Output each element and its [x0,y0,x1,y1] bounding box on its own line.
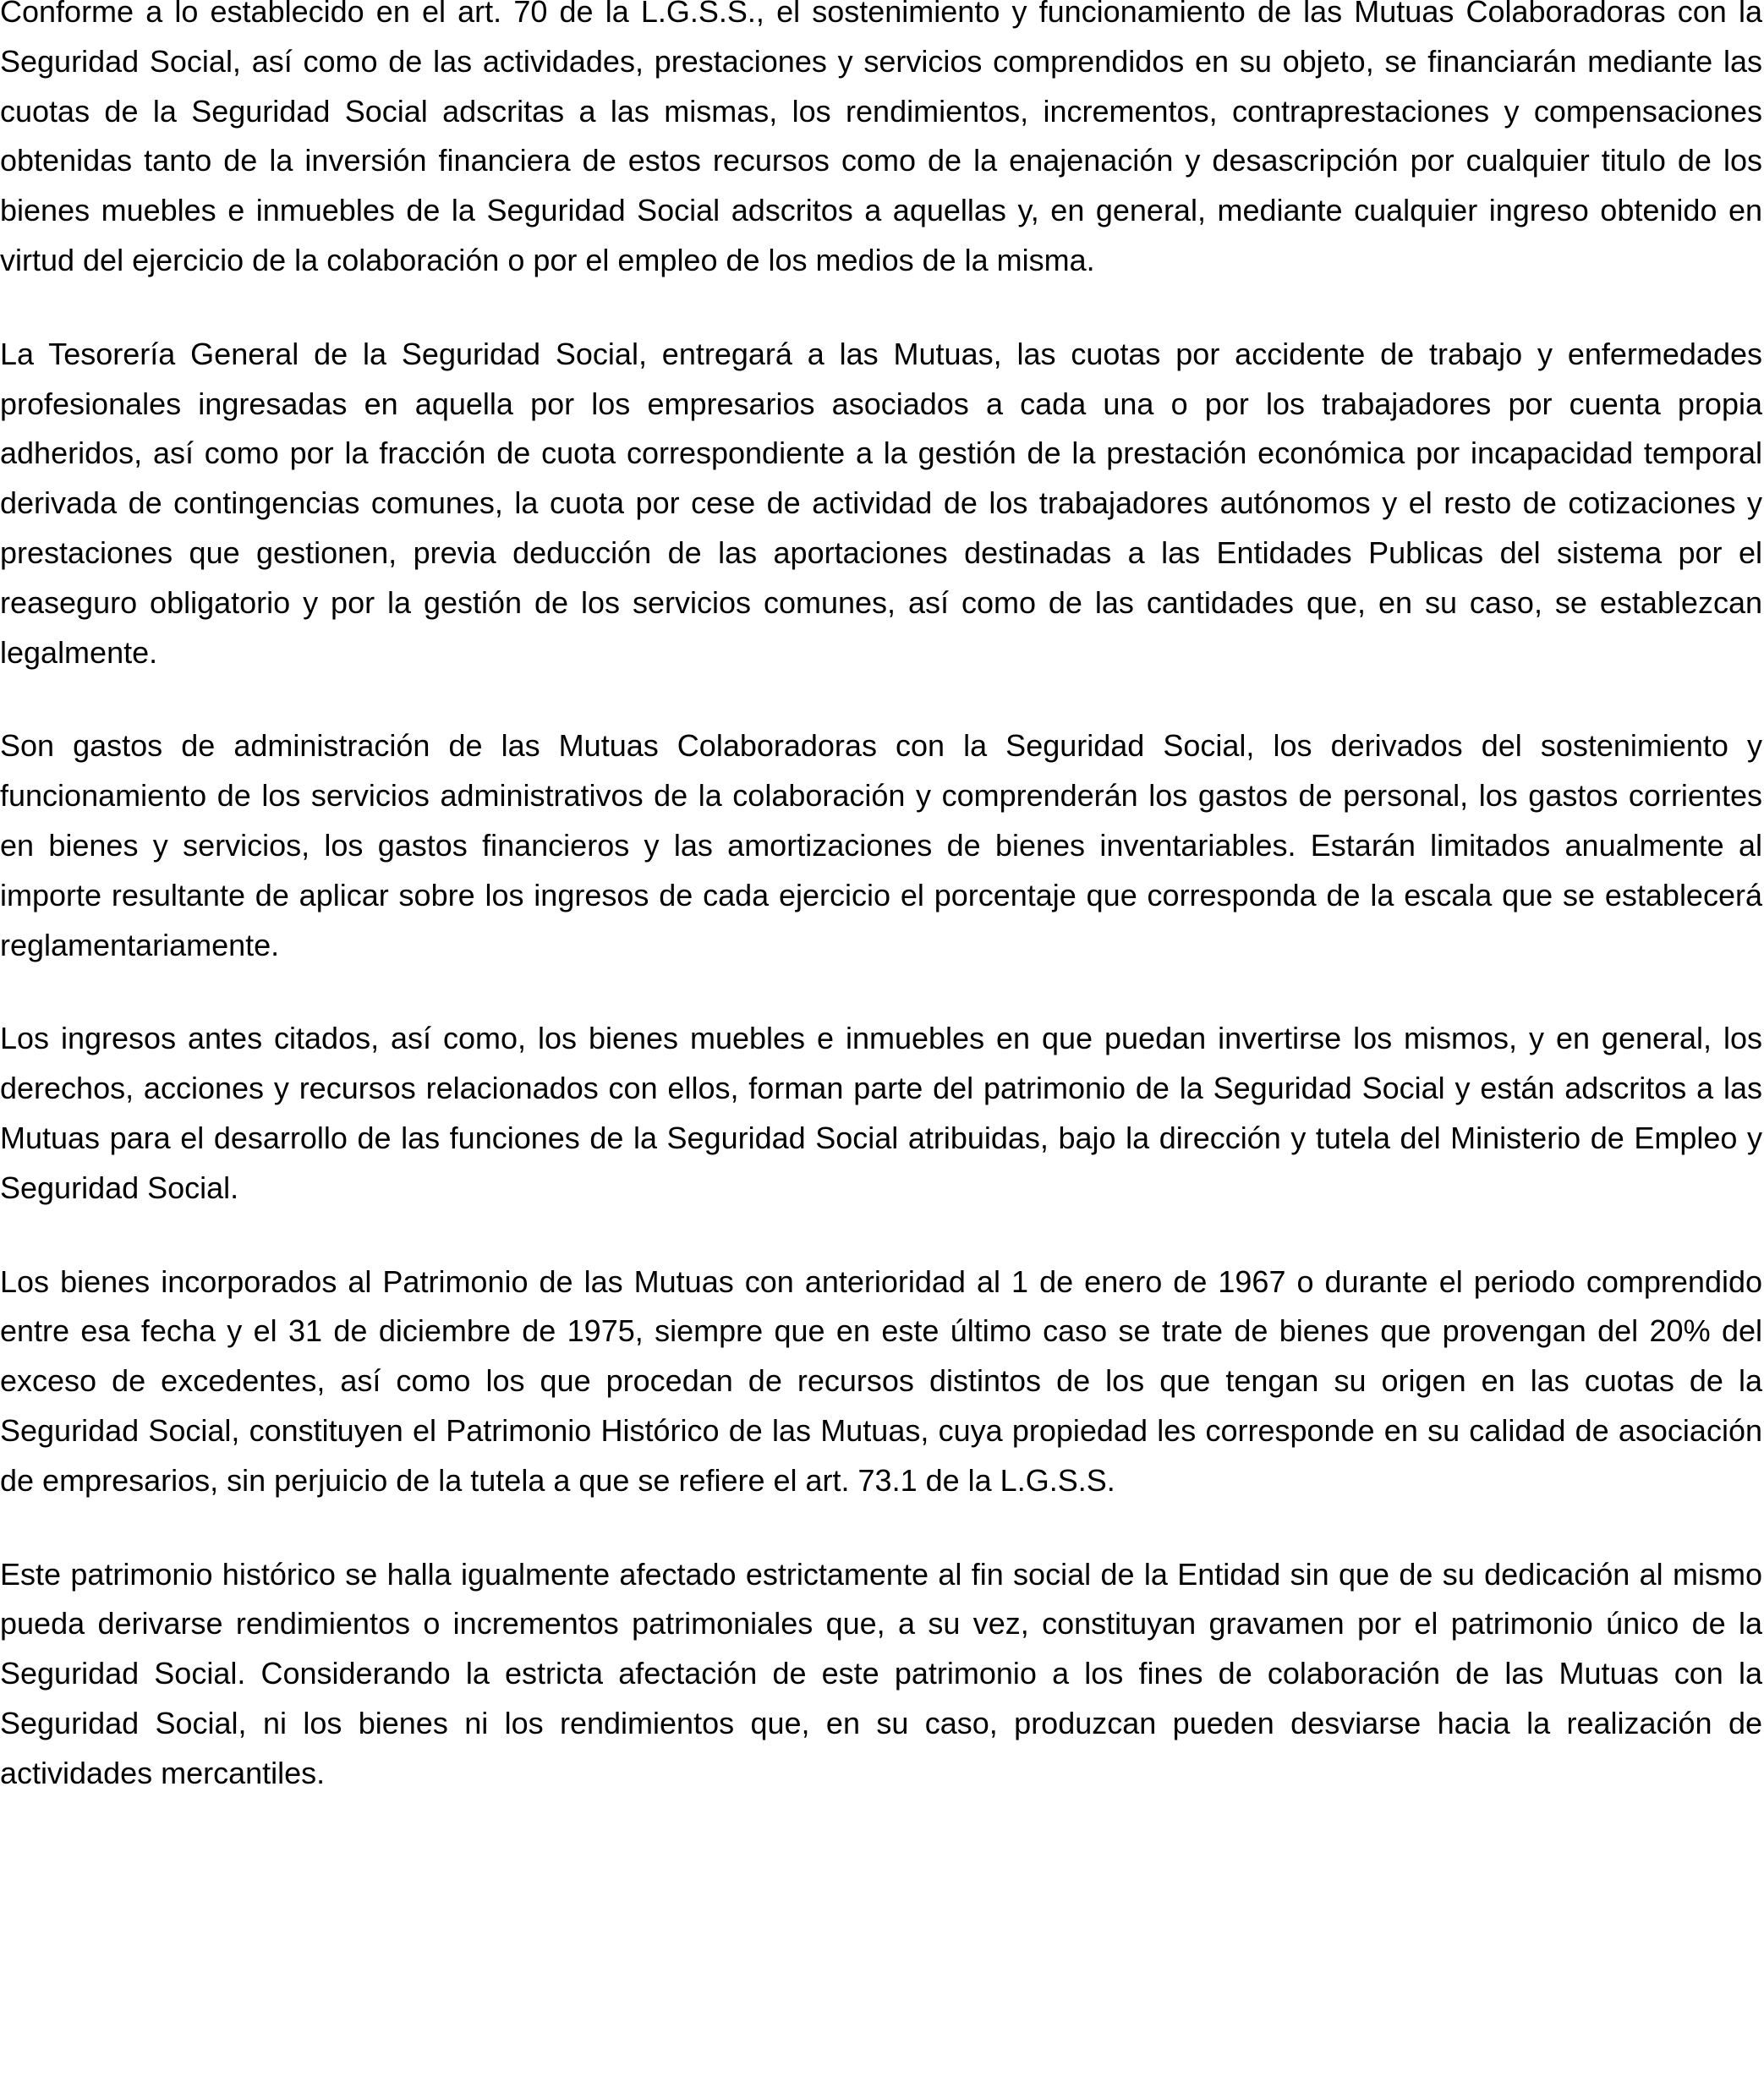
paragraph-gastos-administracion: Son gastos de administración de las Mutuas Colaboradoras con la Seguridad Social, los derivados del sostenimiento y funcionamiento de los servicios administrativos de la colaboración y comprenderán los gastos de personal, los gastos corrientes en bienes y servicios, los gastos financieros y las amortizaciones de bienes inventariables. Estarán limitados anualmente al importe resultante de aplicar sobre los ingresos de cada ejercicio el porcentaje que corresponda de la escala que se establecerá reglamentariamente. [0,728,1762,962]
paragraph-afectacion: Este patrimonio histórico se halla igualmente afectado estrictamente al fin social de la Entidad sin que de su dedicación al mismo pueda derivarse rendimientos o incrementos patrimoniales que, a su vez, constituyan gravamen por el patrimonio único de la Seguridad Social. Considerando la estricta afectación de este patrimonio a los fines de colaboración de las Mutuas con la Seguridad Social, ni los bienes ni los rendimientos que, en su caso, produzcan pueden desviarse hacia la realización de actividades mercantiles. [0,1556,1762,1790]
paragraph-ingresos-patrimonio: Los ingresos antes citados, así como, los bienes muebles e inmuebles en que puedan invertirse los mismos, y en general, los derechos, acciones y recursos relacionados con ellos, forman parte del patrimonio de la Seguridad Social y están adscritos a las Mutuas para el desarrollo de las funciones de la Seguridad Social atribuidas, bajo la dirección y tutela del Ministerio de Empleo y Seguridad Social. [0,1021,1762,1205]
paragraph-financiacion: Conforme a lo establecido en el art. 70 de la L.G.S.S., el sostenimiento y funcionamiento de las Mutuas Colaboradoras con la Seguridad Social, así como de las actividades, prestaciones y servicios comprendidos en su objeto, se financiarán mediante las cuotas de la Seguridad Social adscritas a las mismas, los rendimientos, incrementos, contraprestaciones y compensaciones obtenidas tanto de la inversión financiera de estos recursos como de la enajenación y desascripción por cualquier titulo de los bienes muebles e inmuebles de la Seguridad Social adscritos a aquellas y, en general, mediante cualquier ingreso obtenido en virtud del ejercicio de la colaboración o por el empleo de los medios de la misma. [0,0,1762,277]
paragraph-patrimonio-historico: Los bienes incorporados al Patrimonio de las Mutuas con anterioridad al 1 de enero de 1967 o durante el periodo comprendido entre esa fecha y el 31 de diciembre de 1975, siempre que en este último caso se trate de bienes que provengan del 20% del exceso de excedentes, así como los que procedan de recursos distintos de los que tengan su origen en las cuotas de la Seguridad Social, constituyen el Patrimonio Histórico de las Mutuas, cuya propiedad les corresponde en su calidad de asociación de empresarios, sin perjuicio de la tutela a que se refiere el art. 73.1 de la L.G.S.S. [0,1263,1762,1498]
paragraph-tesoreria: La Tesorería General de la Seguridad Social, entregará a las Mutuas, las cuotas por accidente de trabajo y enfermedades profesionales ingresadas en aquella por los empresarios asociados a cada una o por los trabajadores por cuenta propia adheridos, así como por la fracción de cuota correspondiente a la gestión de la prestación económica por incapacidad temporal derivada de contingencias comunes, la cuota por cese de actividad de los trabajadores autónomos y el resto de cotizaciones y prestaciones que gestionen, previa deducción de las aportaciones destinadas a las Entidades Publicas del sistema por el reaseguro obligatorio y por la gestión de los servicios comunes, así como de las cantidades que, en su caso, se establezcan legalmente. [0,336,1762,670]
